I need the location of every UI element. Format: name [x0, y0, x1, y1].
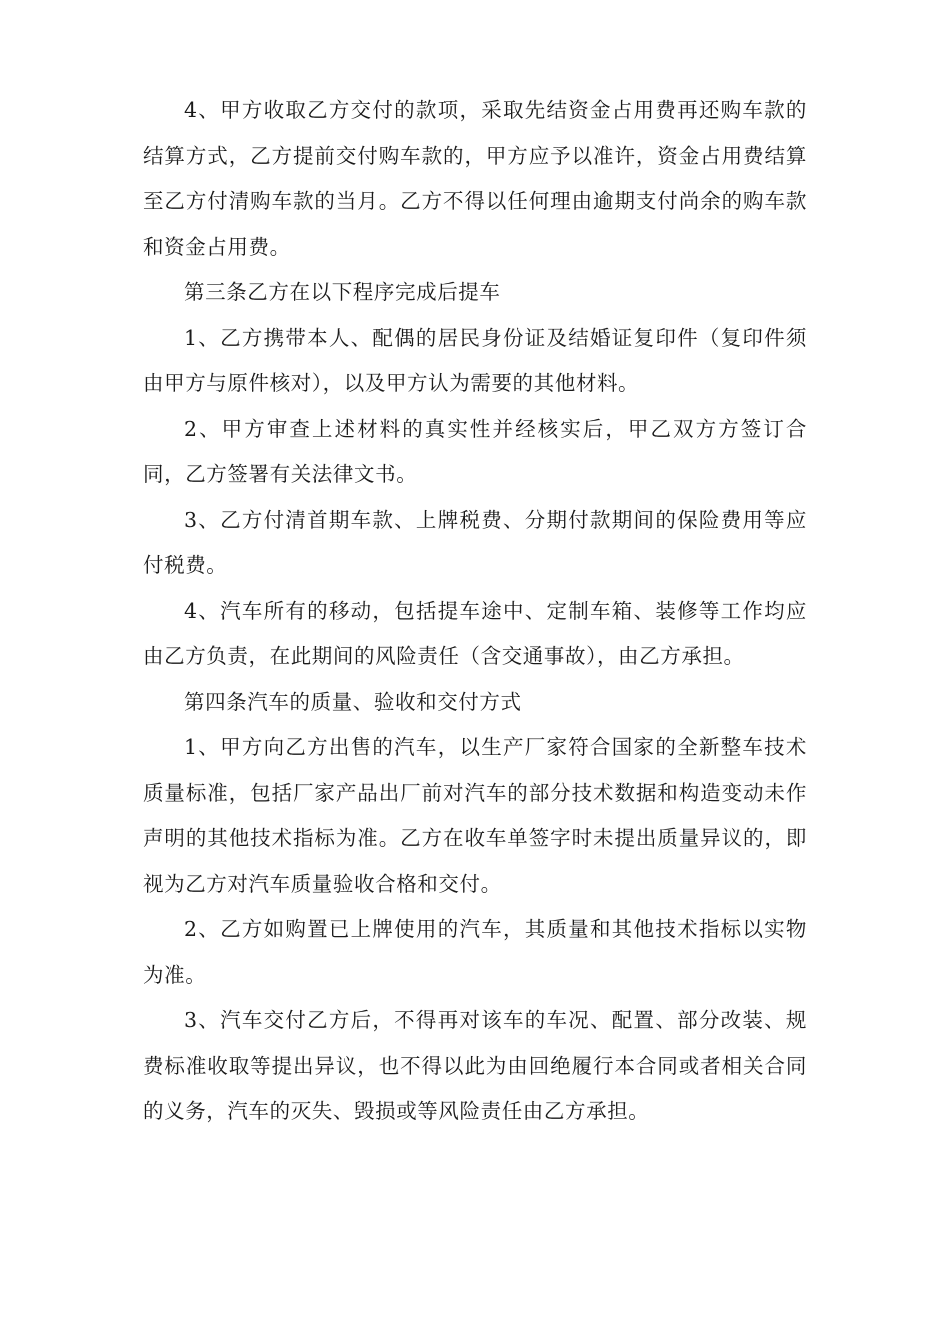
paragraph-quality-standard: 1、甲方向乙方出售的汽车，以生产厂家符合国家的全新整车技术质量标准，包括厂家产品出厂前对汽车的部分技术数据和构造变动未作声明的其他技术指标为准。乙方在收车单签字时未提出质量异议的，即视为乙方对汽车质量验收合格和交付。 [143, 735, 807, 896]
paragraph-review-sign: 2、甲方审查上述材料的真实性并经核实后，甲乙双方方签订合同，乙方签署有关法律文书。 [143, 416, 807, 486]
document-body [143, 88, 807, 1135]
paragraph-post-delivery: 3、汽车交付乙方后，不得再对该车的车况、配置、部分改装、规费标准收取等提出异议，也不得以此为由回绝履行本合同或者相关合同的义务，汽车的灭失、毁损或等风险责任由乙方承担。 [143, 1008, 807, 1123]
section-heading-article-4: 第四条汽车的质量、验收和交付方式 [184, 689, 522, 714]
section-heading-article-3: 第三条乙方在以下程序完成后提车 [184, 280, 501, 304]
paragraph-vehicle-movement: 4、汽车所有的移动，包括提车途中、定制车箱、装修等工作均应由乙方负责，在此期间的风险责任（含交通事故），由乙方承担。 [143, 598, 807, 668]
paragraph-down-payment: 3、乙方付清首期车款、上牌税费、分期付款期间的保险费用等应付税费。 [143, 507, 807, 577]
paragraph-payment-settlement: 4、甲方收取乙方交付的款项，采取先结资金占用费再还购车款的结算方式，乙方提前交付购车款的，甲方应予以准许，资金占用费结算至乙方付清购车款的当月。乙方不得以任何理由逾期支付尚余的购车款和资金占用费。 [143, 98, 807, 259]
paragraph-id-documents: 1、乙方携带本人、配偶的居民身份证及结婚证复印件（复印件须由甲方与原件核对），以及甲方认为需要的其他材料。 [143, 325, 807, 395]
paragraph-used-vehicle: 2、乙方如购置已上牌使用的汽车，其质量和其他技术指标以实物为准。 [143, 917, 807, 987]
